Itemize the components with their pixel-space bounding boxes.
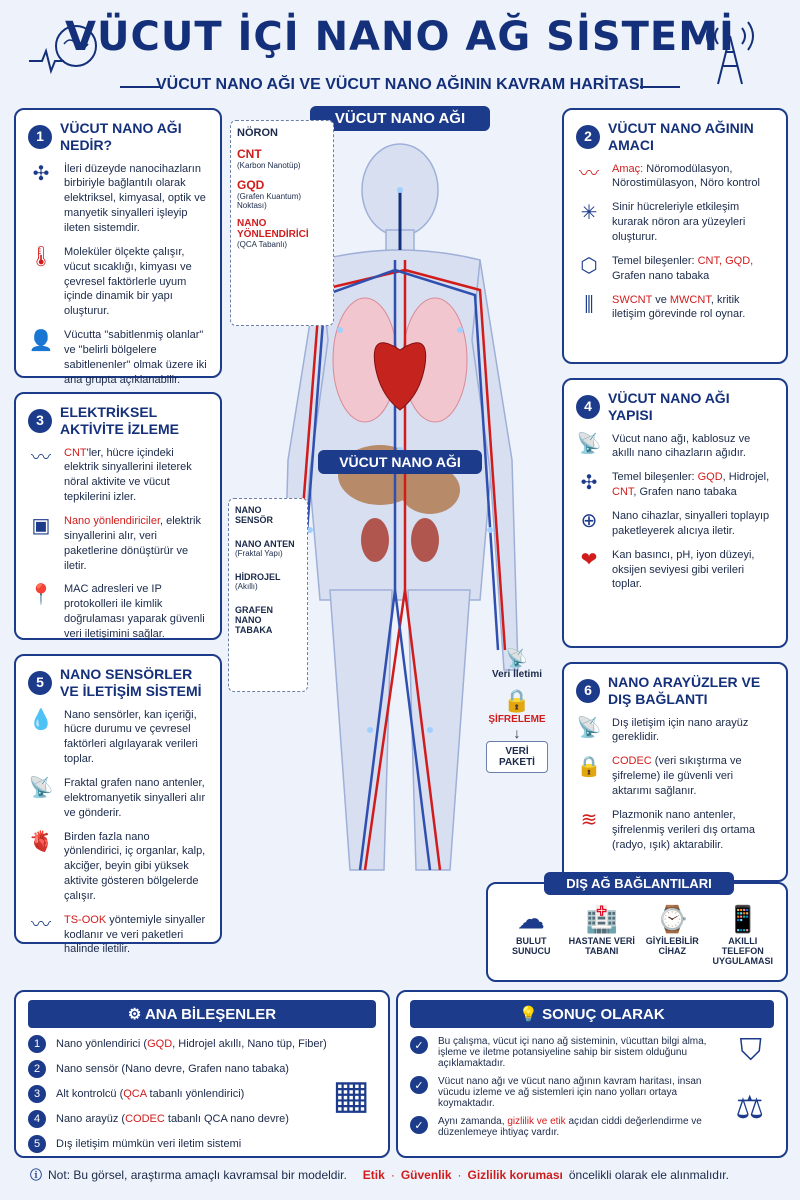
lock-icon: 🔒 <box>576 755 602 778</box>
section-title-text: VÜCUT NANO AĞI NEDİR? <box>60 120 182 153</box>
section-3-title <box>28 404 208 438</box>
item-text: Temel bileşenler: <box>612 471 695 484</box>
component-item <box>237 127 327 139</box>
highlight: Nano yönlendiriciler <box>64 514 160 527</box>
antenna-icon: 📡 <box>28 777 54 800</box>
device-hospital <box>567 904 638 966</box>
item-text: ve <box>655 293 667 306</box>
arrow-down-icon: ↓ <box>513 725 521 741</box>
component-sub: (Karbon Nanotüp) <box>237 161 301 170</box>
item-text: Bu çalışma, vücut içi nano ağ sisteminin, vücuttan bilgi alma, işleme ve iletme potansiyeline sahip bir sistem olduğunu açıklamaktadır. <box>438 1036 707 1069</box>
cloud-icon: ☁ <box>518 904 545 934</box>
network-icon: ✣ <box>32 163 50 186</box>
component-sub: (Akıllı) <box>235 582 258 591</box>
center-mid-label: VÜCUT NANO AĞI <box>318 450 482 474</box>
highlight: CODEC <box>125 1113 165 1125</box>
item-number: 3 <box>28 1085 46 1103</box>
person-icon: 👤 <box>28 329 54 352</box>
section-number: 5 <box>28 671 52 695</box>
list-item <box>576 548 774 593</box>
list-item <box>28 708 208 767</box>
list-item <box>28 1085 376 1103</box>
component-name: GQD <box>237 178 265 192</box>
list-item <box>28 1035 376 1053</box>
component-sub: (Grafen Kuantum) Noktası) <box>237 192 302 210</box>
section-number: 6 <box>576 679 600 703</box>
data-flow <box>486 648 548 773</box>
info-icon: ⓘ <box>30 1168 43 1182</box>
conclusion-title <box>410 1000 774 1028</box>
device-label: GİYİLEBİLİR CİHAZ <box>645 936 699 956</box>
list-item <box>28 328 208 387</box>
heart-icon: ❤ <box>580 549 598 572</box>
lock-icon: 🔒 <box>503 688 531 713</box>
shield-icon: ⛉ <box>739 1034 762 1067</box>
component-sub: (Fraktal Yapı) <box>235 549 283 558</box>
section-title-text: ELEKTRİKSEL AKTİVİTE İZLEME <box>60 404 179 437</box>
device-label: AKILLI TELEFON UYGULAMASI <box>712 936 773 966</box>
highlight: CNT <box>612 486 634 499</box>
section-1-card <box>14 108 222 386</box>
highlight: CNT, GQD, <box>697 254 754 267</box>
list-item <box>410 1116 710 1138</box>
footer-note: Not: Bu görsel, araştırma amaçlı kavramsal bir modeldir. <box>48 1167 347 1182</box>
item-text: (veri sıkıştırma ve şifreleme) ile güvenli veri aktarımı sağlanır. <box>612 755 742 797</box>
device-label: HASTANE VERİ TABANI <box>568 936 635 956</box>
footer-keyword: Gizlilik koruması <box>467 1167 563 1182</box>
main-components-title-text: ANA BİLEŞENLER <box>144 1006 277 1023</box>
list-item <box>28 245 208 319</box>
section-number: 4 <box>576 395 600 419</box>
component-item <box>235 572 301 591</box>
section-2-card <box>562 108 788 364</box>
item-text: Vücut nano ağı ve vücut nano ağının kavram haritası, insan vücudu izleme ve ağ sistemleri için nano yolları ortaya koymaktadır. <box>438 1076 702 1109</box>
footer-tail: öncelikli olarak ele alınmalıdır. <box>568 1167 729 1182</box>
flow-step-encryption: ŞİFRELEME <box>488 714 546 725</box>
blood-drop-icon: 💧 <box>28 709 54 732</box>
component-item <box>237 147 327 170</box>
list-item <box>410 1076 710 1109</box>
item-number: 1 <box>28 1035 46 1053</box>
highlight: CODEC <box>612 755 652 768</box>
highlight: Amaç: <box>612 162 644 175</box>
item-text: , kritik iletişim görevinde rol oynar. <box>612 293 746 321</box>
check-icon: ✓ <box>410 1076 428 1094</box>
list-item <box>576 200 774 245</box>
main-components-title <box>28 1000 376 1028</box>
device-wearable <box>637 904 708 966</box>
component-name: HİDROJEL <box>235 572 281 582</box>
item-text: Aynı zamanda, <box>438 1116 505 1127</box>
signal-icon: 〰 <box>31 914 51 937</box>
skin-layer-icon: ≋ <box>580 809 598 832</box>
item-text: Birden fazla nano yönlendirici, iç organlar, kalp, akciğer, beyin gibi yüksek aktivite gösteren bölgelerde çalışır. <box>64 830 206 902</box>
section-number: 1 <box>28 125 52 149</box>
antenna-icon: 📡 <box>576 717 602 740</box>
item-text: MAC adresleri ve IP protokolleri ile kimlik doğrulaması yaparak güvenli veri iletişimini sağlar. <box>64 583 205 640</box>
section-2-title <box>576 120 774 154</box>
location-pin-icon: 📍 <box>28 583 54 606</box>
hexagon-icon: ⬡ <box>580 255 598 278</box>
device-phone <box>708 904 779 966</box>
section-6-card <box>562 662 788 882</box>
component-name: NÖRON <box>237 127 278 139</box>
check-icon: ✓ <box>410 1036 428 1054</box>
check-icon: ✓ <box>410 1116 428 1134</box>
item-text: Nano sensörler, kan içeriği, hücre durumu ve çevresel faktörleri algılayarak verileri toplar. <box>64 708 198 766</box>
section-4-card <box>562 378 788 648</box>
list-item <box>576 716 774 746</box>
page-subtitle: VÜCUT NANO AĞI VE VÜCUT NANO AĞININ KAVRAM HARİTASI <box>156 76 644 93</box>
item-text: açıdan ciddi değerlendirme ve düzenlemeye ihtiyaç vardır. <box>438 1116 702 1138</box>
component-item <box>237 178 327 210</box>
list-item <box>410 1036 710 1069</box>
list-item <box>28 1110 376 1128</box>
list-item <box>576 254 774 284</box>
list-item <box>28 446 208 505</box>
nanotube-icon: ⫼ <box>584 294 594 316</box>
item-text: , Hidrojel akıllı, Nano tüp, Fiber) <box>172 1038 327 1050</box>
list-item <box>28 776 208 821</box>
external-network-card <box>486 876 788 982</box>
item-text: Sinir hücreleriyle etkileşim kurarak nöron ara yüzeyleri oluşturur. <box>612 201 746 243</box>
device-label: BULUT SUNUCU <box>511 936 551 956</box>
list-item <box>576 754 774 799</box>
item-text: Vücut nano ağı, kablosuz ve akıllı nano cihazların ağıdır. <box>612 432 751 460</box>
device-cloud <box>496 904 567 966</box>
item-number: 2 <box>28 1060 46 1078</box>
footer <box>30 1166 770 1183</box>
footer-separator: · <box>390 1167 395 1182</box>
external-network-title: DIŞ AĞ BAĞLANTILARI <box>544 872 734 895</box>
item-text: , elektrik sinyallerini alır, veri paketlerine dönüştürür ve iletir. <box>64 514 201 572</box>
section-number: 3 <box>28 409 52 433</box>
section-3-card <box>14 392 222 640</box>
component-item <box>237 218 327 249</box>
list-item <box>576 509 774 539</box>
center-top-label: VÜCUT NANO AĞI <box>310 106 490 131</box>
component-name: NANO YÖNLENDİRİCİ <box>237 218 309 240</box>
watch-icon: ⌚ <box>656 904 689 934</box>
hospital-icon: 🏥 <box>585 904 618 934</box>
item-text: Dış iletişim mümkün veri iletim sistemi <box>56 1138 242 1150</box>
list-item <box>576 432 774 462</box>
component-name: GRAFEN NANO TABAKA <box>235 605 273 635</box>
component-item <box>235 539 301 558</box>
highlight: GQD <box>147 1038 173 1050</box>
footer-keyword: Etik <box>362 1167 385 1182</box>
item-text: İleri düzeyde nanocihazların birbiriyle bağlantılı olarak elektriksel, kimyasal, optik ve manyetik sinyalleri işleyip ileten sistemdir. <box>64 162 206 234</box>
highlight: TS-OOK <box>64 913 107 926</box>
highlight: SWCNT <box>612 293 653 306</box>
lightbulb-icon: 💡 <box>519 1006 543 1023</box>
item-text: Nano cihazlar, sinyalleri toplayıp paketleyerek alıcıya iletir. <box>612 509 770 537</box>
item-text: Nano arayüz ( <box>56 1113 126 1125</box>
item-text: , Grafen nano tabaka <box>633 486 737 499</box>
flow-step-transmission: Veri İletimi <box>491 669 543 680</box>
item-text: Nöromodülasyon, Nörostimülasyon, Nöro kontrol <box>612 162 760 190</box>
component-box-upper <box>230 120 334 326</box>
list-item <box>28 913 208 958</box>
list-item <box>28 514 208 573</box>
component-sub: (QCA Tabanlı) <box>237 240 288 249</box>
target-icon: ⊕ <box>580 510 598 533</box>
gear-icon: ⚙ <box>127 1006 145 1023</box>
waveform-icon: 〰 <box>31 447 51 470</box>
antenna-icon: 📡 <box>576 433 602 456</box>
item-text: Grafen nano tabaka <box>612 269 710 282</box>
list-item <box>576 162 774 192</box>
flow-step-packet: VERİ PAKETİ <box>486 741 548 773</box>
highlight: CNT <box>64 446 87 459</box>
component-name: CNT <box>237 147 262 161</box>
footer-separator: · <box>457 1167 462 1182</box>
section-title-text: NANO SENSÖRLER VE İLETİŞİM SİSTEMİ <box>60 666 202 699</box>
section-5-title <box>28 666 208 700</box>
highlight: QCA <box>123 1088 147 1100</box>
item-text: tabanlı QCA nano devre) <box>164 1113 289 1125</box>
list-item <box>28 830 208 904</box>
item-text: yöntemiyle sinyaller kodlanır ve veri paketleri halinde iletilir. <box>64 913 206 956</box>
component-name: NANO SENSÖR <box>235 505 274 525</box>
highlight: GQD <box>697 471 723 484</box>
item-text: Nano yönlendirici ( <box>56 1038 148 1050</box>
list-item <box>28 582 208 641</box>
item-text: Kan basıncı, pH, iyon düzeyi, oksijen seviyesi gibi verileri toplar. <box>612 548 755 591</box>
heartbeat-icon: 〰 <box>579 163 599 186</box>
item-text: Plazmonik nano antenler, şifrelenmiş verileri dış ortama (radyo, ışık) aktarabilir. <box>612 808 756 851</box>
item-number: 4 <box>28 1110 46 1128</box>
list-item <box>576 808 774 853</box>
list-item <box>28 162 208 236</box>
item-number: 5 <box>28 1135 46 1153</box>
section-number: 2 <box>576 125 600 149</box>
main-components-card <box>14 990 390 1158</box>
list-item <box>28 1060 376 1078</box>
component-name: NANO ANTEN <box>235 539 295 549</box>
section-title-text: VÜCUT NANO AĞININ AMACI <box>608 120 754 153</box>
section-title-text: NANO ARAYÜZLER VE DIŞ BAĞLANTI <box>608 674 761 707</box>
conclusion-card <box>396 990 788 1158</box>
signal-tower-icon: 📡 <box>505 648 529 668</box>
item-text: Fraktal grafen nano antenler, elektromanyetik sinyalleri alır ve gönderir. <box>64 776 206 819</box>
component-box-lower <box>228 498 308 692</box>
cpu-icon: ▦ <box>332 1073 370 1117</box>
neuron-icon: ✳ <box>580 201 598 224</box>
section-4-title <box>576 390 774 424</box>
section-5-card <box>14 654 222 956</box>
thermometer-icon: 🌡 <box>28 246 54 269</box>
highlight: MWCNT <box>669 293 711 306</box>
item-text: Dış iletişim için nano arayüz gereklidir. <box>612 716 749 744</box>
network-icon: ✣ <box>580 471 598 494</box>
item-text: tabanlı yönlendirici) <box>146 1088 245 1100</box>
section-title-text: VÜCUT NANO AĞI YAPISI <box>608 390 730 423</box>
page-title: VÜCUT İÇİ NANO AĞ SİSTEMİ <box>65 14 735 60</box>
list-item <box>576 293 774 323</box>
item-text: Nano sensör (Nano devre, Grafen nano tabaka) <box>56 1063 289 1075</box>
list-item <box>28 1135 376 1153</box>
item-text: Temel bileşenler: <box>612 254 695 267</box>
section-1-title <box>28 120 208 154</box>
footer-keyword: Güvenlik <box>400 1167 452 1182</box>
item-text: , Hidrojel, <box>722 471 770 484</box>
item-text: Vücutta "sabitlenmiş olanlar" ve "belirli bölgelere sabitlenenler" olmak üzere iki ana grupta açıklanabilir. <box>64 329 207 386</box>
list-item <box>576 470 774 500</box>
chip-icon: ▣ <box>31 515 51 538</box>
item-text: Moleküler ölçekte çalışır, vücut sıcaklığı, kimyası ve çevresel faktörlerle uyum içinde dinamik bir yapı oluşturur. <box>64 245 192 318</box>
phone-icon: 📱 <box>726 904 759 934</box>
section-6-title <box>576 674 774 708</box>
organ-icon: 🫀 <box>28 831 54 853</box>
scales-icon: ⚖ <box>735 1089 764 1125</box>
item-text: Alt kontrolcü ( <box>56 1088 124 1100</box>
item-text: 'ler, hücre içindeki elektrik sinyallerini ileterek nöral aktivite ve vücut tepkilerini izler. <box>64 446 192 504</box>
highlight: gizlilik ve etik <box>507 1116 566 1127</box>
conclusion-title-text: SONUÇ OLARAK <box>542 1006 665 1023</box>
